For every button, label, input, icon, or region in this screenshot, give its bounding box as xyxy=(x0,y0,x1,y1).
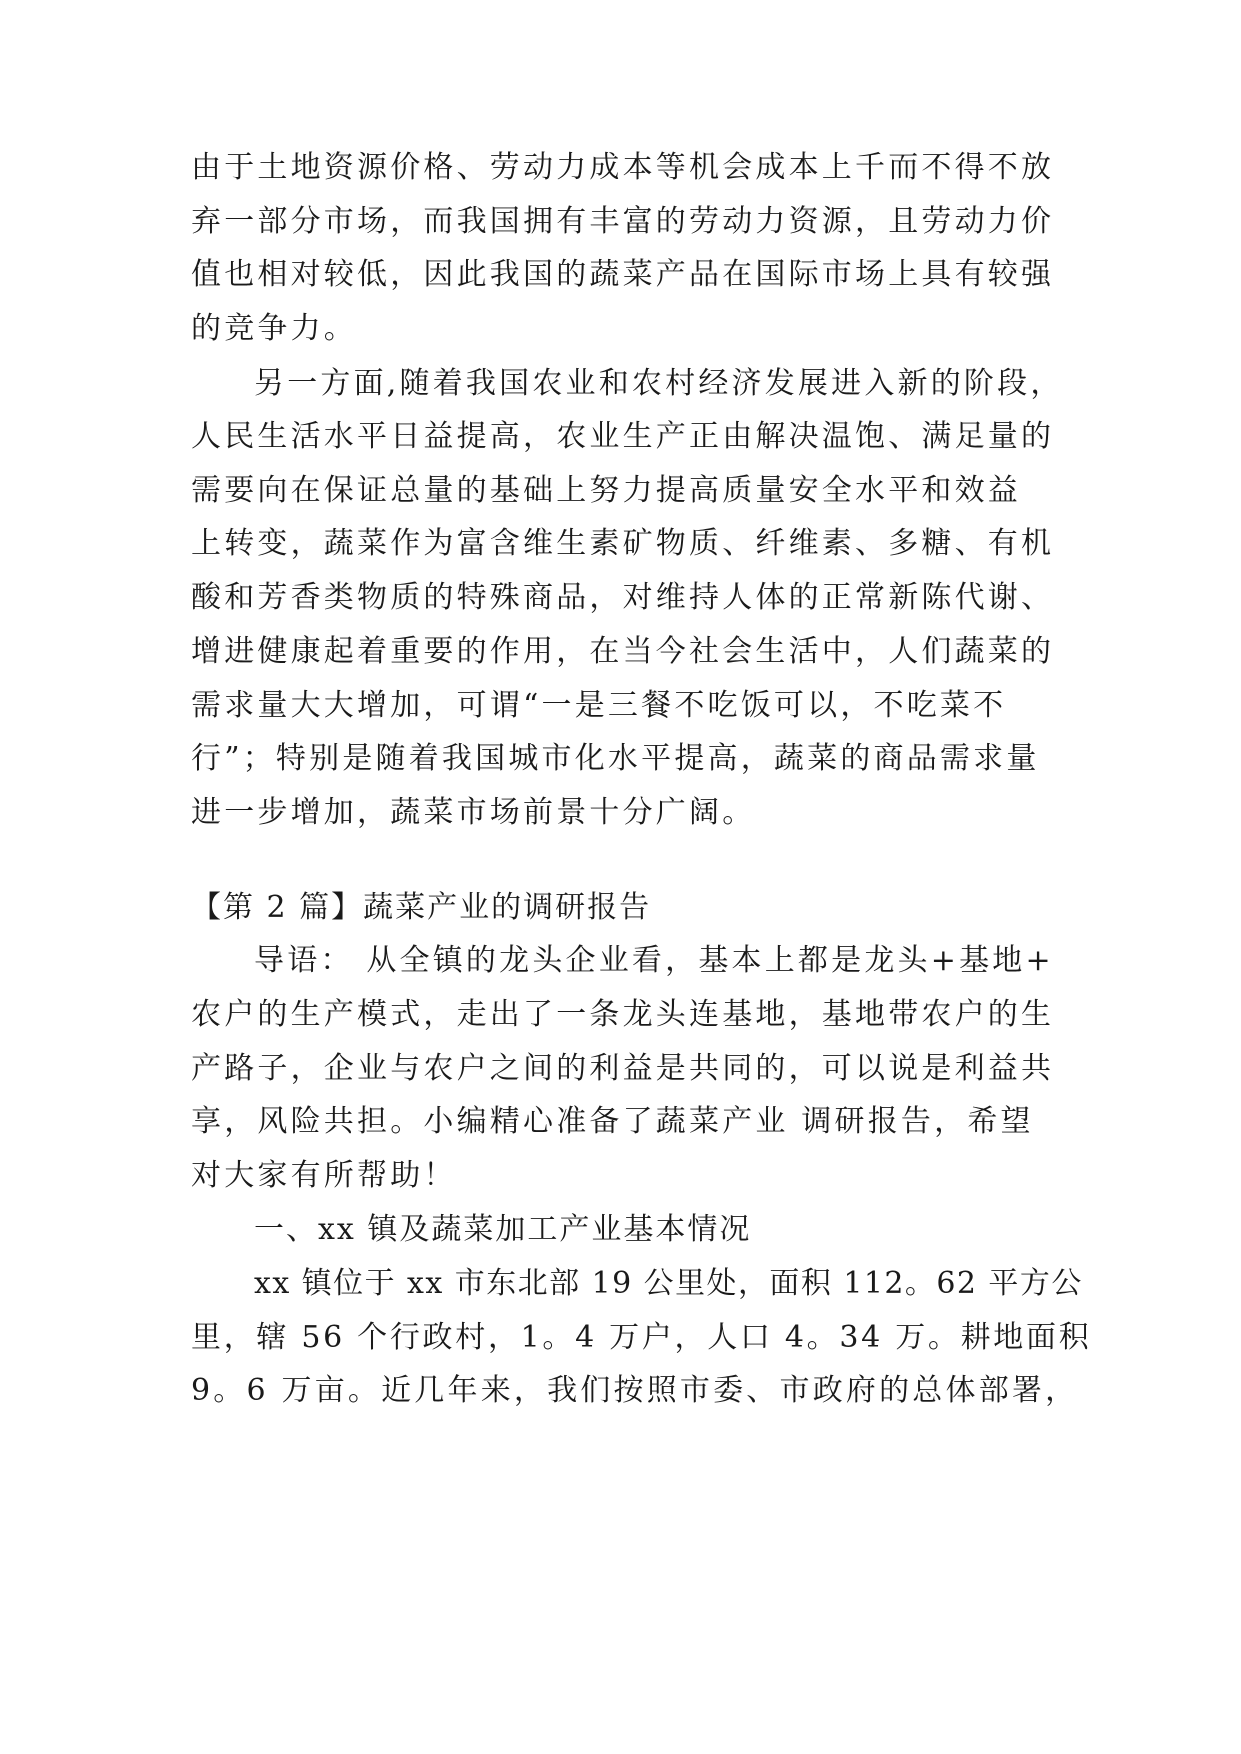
paragraph-line: 另一方面,随着我国农业和农村经济发展进入新的阶段， xyxy=(254,366,1064,401)
paragraph-line: 需求量大大增加，可谓“一是三餐不吃饭可以，不吃菜不 xyxy=(191,688,1007,723)
intro-line: 享，风险共担。小编精心准备了蔬菜产业 调研报告，希望 xyxy=(191,1104,1034,1139)
paragraph-line: 增进健康起着重要的作用，在当今社会生活中，人们蔬菜的 xyxy=(191,634,1055,669)
intro-line: 导语： 从全镇的龙头企业看，基本上都是龙头+基地+ xyxy=(254,943,1054,978)
intro-line: 产路子，企业与农户之间的利益是共同的，可以说是利益共 xyxy=(191,1051,1055,1086)
paragraph-line: 人民生活水平日益提高，农业生产正由解决温饱、满足量的 xyxy=(191,419,1055,454)
paragraph-line: 酸和芳香类物质的特殊商品，对维持人体的正常新陈代谢、 xyxy=(191,580,1055,615)
paragraph-line: 值也相对较低，因此我国的蔬菜产品在国际市场上具有较强 xyxy=(191,257,1055,292)
paragraph-line: 上转变，蔬菜作为富含维生素矿物质、纤维素、多糖、有机 xyxy=(191,526,1055,561)
paragraph-line: 9。6 万亩。近几年来，我们按照市委、市政府的总体部署， xyxy=(191,1373,1079,1408)
section-heading: 【第 2 篇】蔬菜产业的调研报告 xyxy=(191,890,652,925)
paragraph-line: xx 镇位于 xx 市东北部 19 公里处，面积 112。62 平方公 xyxy=(254,1266,1083,1301)
paragraph-line: 由于土地资源价格、劳动力成本等机会成本上千而不得不放 xyxy=(191,150,1055,185)
intro-line: 农户的生产模式，走出了一条龙头连基地，基地带农户的生 xyxy=(191,997,1055,1032)
paragraph-line: 行”；特别是随着我国城市化水平提高，蔬菜的商品需求量 xyxy=(191,741,1040,776)
intro-line: 对大家有所帮助！ xyxy=(191,1158,457,1193)
paragraph-line: 里，辖 56 个行政村，1。4 万户，人口 4。34 万。耕地面积 xyxy=(191,1320,1092,1355)
paragraph-line: 需要向在保证总量的基础上努力提高质量安全水平和效益 xyxy=(191,473,1021,508)
paragraph-line: 的竞争力。 xyxy=(191,311,357,346)
paragraph-line: 进一步增加，蔬菜市场前景十分广阔。 xyxy=(191,795,756,830)
paragraph-line: 弃一部分市场，而我国拥有丰富的劳动力资源，且劳动力价 xyxy=(191,204,1055,239)
subheading: 一、xx 镇及蔬菜加工产业基本情况 xyxy=(254,1212,752,1247)
